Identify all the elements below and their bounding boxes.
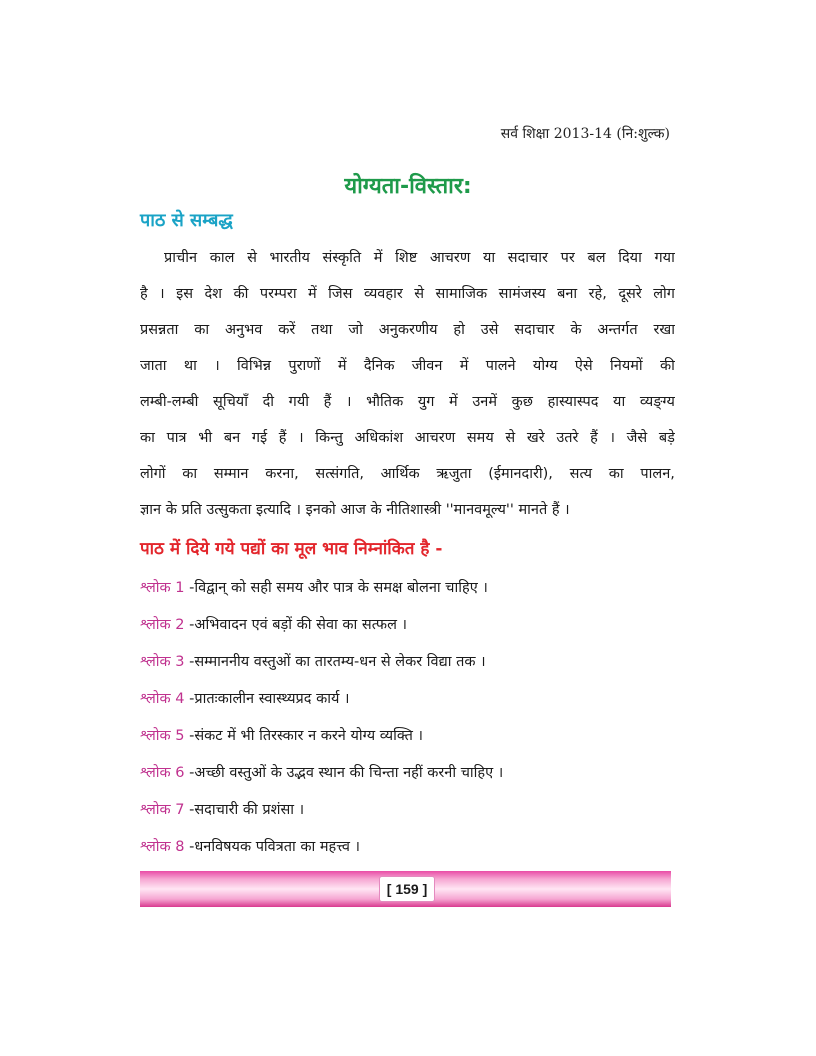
word: प्रसन्नता — [140, 322, 179, 338]
paragraph-line — [140, 384, 675, 420]
word: उतरे — [556, 430, 579, 446]
list-item — [140, 607, 680, 644]
word: था — [183, 358, 197, 374]
word: संस्कृति — [322, 250, 362, 266]
word: अन्तर्गत — [597, 322, 638, 338]
word: हैं — [590, 430, 598, 446]
paragraph-line: ज्ञान के प्रति उत्सुकता इत्यादि । इनको आज के नीतिशास्त्री ''मानवमूल्य'' मानते हैं । — [140, 502, 570, 518]
word: तथा — [311, 322, 333, 338]
word: या — [482, 250, 496, 266]
shloka-text: -सम्माननीय वस्तुओं का तारतम्य-धन से लेकर विद्या तक । — [184, 654, 486, 670]
word: में — [308, 286, 317, 302]
word: लोग — [653, 286, 675, 302]
word: के — [570, 322, 582, 338]
word: । — [345, 394, 352, 410]
word: जीवन — [411, 358, 443, 374]
word: की — [233, 286, 249, 302]
word: किन्तु — [315, 430, 343, 446]
shloka-list — [140, 570, 680, 866]
word: विभिन्न — [237, 358, 272, 374]
page-title: योग्यता-विस्तार: — [344, 174, 472, 199]
word: । — [159, 286, 165, 302]
word: पात्र — [166, 430, 187, 446]
word: पुराणों — [288, 358, 321, 374]
word: गई — [251, 430, 268, 446]
word: ऋजुता — [436, 466, 472, 482]
word: दूसरे — [618, 286, 642, 302]
word: । — [609, 430, 615, 446]
word: बड़े — [658, 430, 675, 446]
list-item — [140, 681, 680, 718]
word: सम्मान — [213, 466, 249, 482]
word: या — [613, 394, 626, 410]
word: भारतीय — [269, 250, 310, 266]
word: जो — [348, 322, 363, 338]
word: करना, — [265, 466, 299, 482]
word: कुछ — [511, 394, 533, 410]
shloka-text: -सदाचारी की प्रशंसा । — [184, 802, 305, 818]
word: हास्यास्पद — [547, 394, 599, 410]
word: ऐसे — [574, 358, 593, 374]
paragraph-line — [140, 456, 675, 492]
word: में — [459, 358, 469, 374]
word: का — [140, 430, 155, 446]
list-item — [140, 718, 680, 755]
word: उसे — [480, 322, 499, 338]
word: गया — [654, 250, 675, 266]
list-item — [140, 792, 680, 829]
word: बना — [557, 286, 578, 302]
word: शिष्ट — [395, 250, 418, 266]
word: परम्परा — [259, 286, 297, 302]
word: अनुभव — [224, 322, 263, 338]
shloka-text: -अच्छी वस्तुओं के उद्भव स्थान की चिन्ता नहीं करनी चाहिए । — [184, 765, 504, 781]
word: गयी — [288, 394, 310, 410]
word: करें — [278, 322, 296, 338]
shloka-label: श्लोक 2 — [140, 617, 185, 633]
body-paragraph — [140, 240, 675, 528]
word: की — [659, 358, 675, 374]
word: बन — [223, 430, 241, 446]
word: सदाचार — [507, 250, 548, 266]
list-item — [140, 570, 680, 607]
shloka-label: श्लोक 7 — [140, 802, 185, 818]
shloka-text: -विद्वान् को सही समय और पात्र के समक्ष बोलना चाहिए । — [184, 580, 488, 596]
word: प्राचीन — [164, 250, 198, 266]
list-item — [140, 755, 680, 792]
word: जिस — [328, 286, 353, 302]
shloka-label: श्लोक 1 — [140, 580, 185, 596]
paragraph-line — [140, 240, 675, 276]
word: जाता — [140, 358, 167, 374]
word: योग्य — [532, 358, 558, 374]
word: बल — [587, 250, 606, 266]
word: लोगों — [140, 466, 166, 482]
word: से — [414, 286, 425, 302]
word: से — [247, 250, 257, 266]
word: भौतिक — [366, 394, 404, 410]
word: का — [182, 466, 198, 482]
word: का — [608, 466, 624, 482]
list-item — [140, 644, 680, 681]
word: दिया — [618, 250, 642, 266]
word: का — [194, 322, 210, 338]
word: अधिकांश — [354, 430, 404, 446]
page-number: [ 159 ] — [379, 876, 435, 902]
word: सत्संगति, — [315, 466, 364, 482]
word: दैनिक — [363, 358, 395, 374]
word: उनमें — [472, 394, 497, 410]
paragraph-line — [140, 276, 675, 312]
shloka-label: श्लोक 3 — [140, 654, 185, 670]
word: समय — [466, 430, 494, 446]
word: सत्य — [569, 466, 593, 482]
shloka-text: -अभिवादन एवं बड़ों की सेवा का सत्फल । — [184, 617, 408, 633]
shloka-text: -संकट में भी तिरस्कार न करने योग्य व्यक्ति । — [184, 728, 423, 744]
shloka-label: श्लोक 6 — [140, 765, 185, 781]
shloka-label: श्लोक 5 — [140, 728, 185, 744]
word: से — [505, 430, 516, 446]
word: व्यङ्ग्य — [639, 394, 675, 410]
paragraph-line — [140, 420, 675, 456]
word: (ईमानदारी), — [488, 466, 553, 482]
word: लम्बी-लम्बी — [140, 394, 199, 410]
shloka-label: श्लोक 8 — [140, 839, 185, 855]
word: व्यवहार — [363, 286, 403, 302]
word: इस — [176, 286, 194, 302]
shloka-label: श्लोक 4 — [140, 691, 185, 707]
word: दी — [262, 394, 275, 410]
word: जैसे — [626, 430, 648, 446]
word: सूचियाँ — [213, 394, 248, 410]
paragraph-line — [140, 312, 675, 348]
word: पर — [560, 250, 575, 266]
word: में — [449, 394, 458, 410]
word: नियमों — [610, 358, 643, 374]
word: हो — [453, 322, 465, 338]
word: अनुकरणीय — [378, 322, 438, 338]
shloka-text: -प्रातःकालीन स्वास्थ्यप्रद कार्य । — [184, 691, 350, 707]
word: सामाजिक — [435, 286, 488, 302]
word: में — [373, 250, 383, 266]
word: खरे — [526, 430, 545, 446]
word: पालने — [485, 358, 516, 374]
word: आचरण — [414, 430, 456, 446]
shloka-text: -धनविषयक पवित्रता का महत्त्व । — [184, 839, 361, 855]
subheading: पाठ में दिये गये पद्यों का मूल भाव निम्नांकित है - — [140, 539, 443, 559]
word: सदाचार — [514, 322, 555, 338]
word: आर्थिक — [380, 466, 420, 482]
word: आचरण — [429, 250, 471, 266]
word: । — [214, 358, 220, 374]
section-heading: पाठ से सम्बद्ध — [140, 210, 233, 231]
word: भी — [198, 430, 213, 446]
paragraph-line — [140, 348, 675, 384]
word: हैं — [323, 394, 332, 410]
word: है — [140, 286, 148, 302]
word: । — [298, 430, 304, 446]
word: काल — [209, 250, 235, 266]
header-note: सर्व शिक्षा 2013-14 (नि:शुल्क) — [500, 126, 670, 142]
word: रहे, — [588, 286, 607, 302]
word: रखा — [653, 322, 675, 338]
list-item — [140, 829, 680, 866]
word: देश — [204, 286, 223, 302]
word: में — [337, 358, 347, 374]
word: युग — [417, 394, 435, 410]
word: हैं — [278, 430, 287, 446]
word: पालन, — [640, 466, 675, 482]
word: सामंजस्य — [498, 286, 546, 302]
